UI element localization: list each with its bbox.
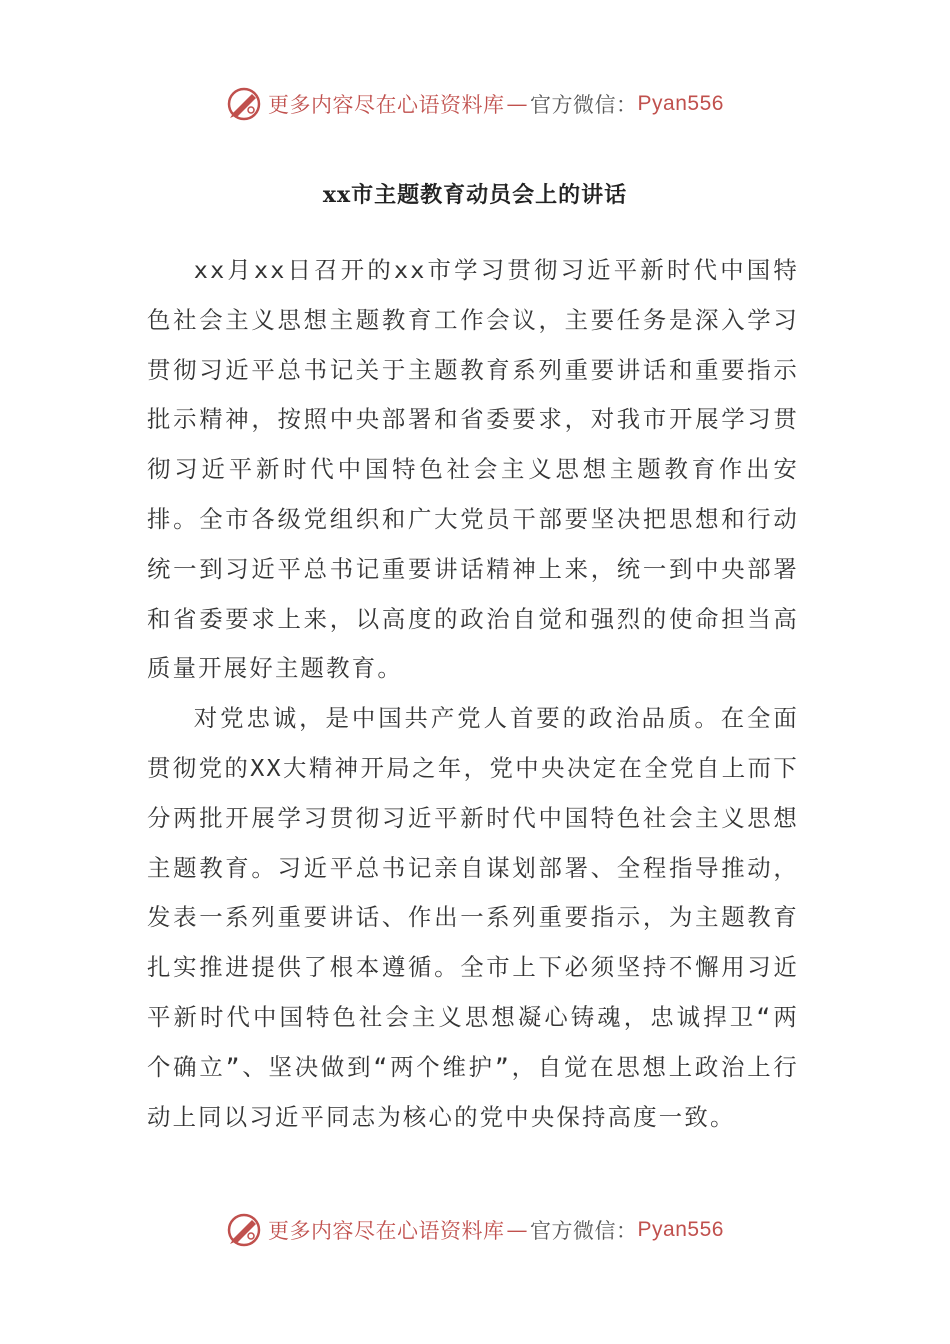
pen-logo-icon (226, 1212, 262, 1248)
pen-logo-icon (226, 86, 262, 122)
footer-banner-wechat-label: 官方微信： (530, 1219, 638, 1243)
header-banner-account: Pyan556 (637, 92, 724, 115)
header-banner-text (268, 89, 724, 119)
footer-banner-text (268, 1215, 724, 1245)
footer-banner-dash: — (506, 1218, 529, 1242)
footer-banner-slogan: 更多内容尽在心语资料库 (268, 1219, 505, 1243)
document-body (147, 246, 799, 1142)
header-banner-dash: — (506, 92, 529, 116)
paragraph: 对党忠诚，是中国共产党人首要的政治品质。在全面贯彻党的XX大精神开局之年，党中央决定在全党自上而下分两批开展学习贯彻习近平新时代中国特色社会主义思想主题教育。习近平总书记亲自谋划部署、全程指导推动，发表一系列重要讲话、作出一系列重要指示，为主题教育扎实推进提供了根本遵循。全市上下必须坚持不懈用习近平新时代中国特色社会主义思想凝心铸魂，忠诚捍卫“两个确立”、坚决做到“两个维护”，自觉在思想上政治上行动上同以习近平同志为核心的党中央保持高度一致。 (147, 704, 799, 1131)
footer-banner (0, 1210, 950, 1250)
header-banner-slogan: 更多内容尽在心语资料库 (268, 93, 505, 117)
header-banner-wechat-label: 官方微信： (530, 93, 638, 117)
paragraph: xx月xx日召开的xx市学习贯彻习近平新时代中国特色社会主义思想主题教育工作会议，主要任务是深入学习贯彻习近平总书记关于主题教育系列重要讲话和重要指示批示精神，按照中央部署和省委要求，对我市开展学习贯彻习近平新时代中国特色社会主义思想主题教育作出安排。全市各级党组织和广大党员干部要坚决把思想和行动统一到习近平总书记重要讲话精神上来，统一到中央部署和省委要求上来，以高度的政治自觉和强烈的使命担当高质量开展好主题教育。 (147, 256, 799, 683)
document-title: xx市主题教育动员会上的讲话 (322, 182, 628, 208)
header-banner (0, 84, 950, 124)
footer-banner-account: Pyan556 (637, 1218, 724, 1241)
